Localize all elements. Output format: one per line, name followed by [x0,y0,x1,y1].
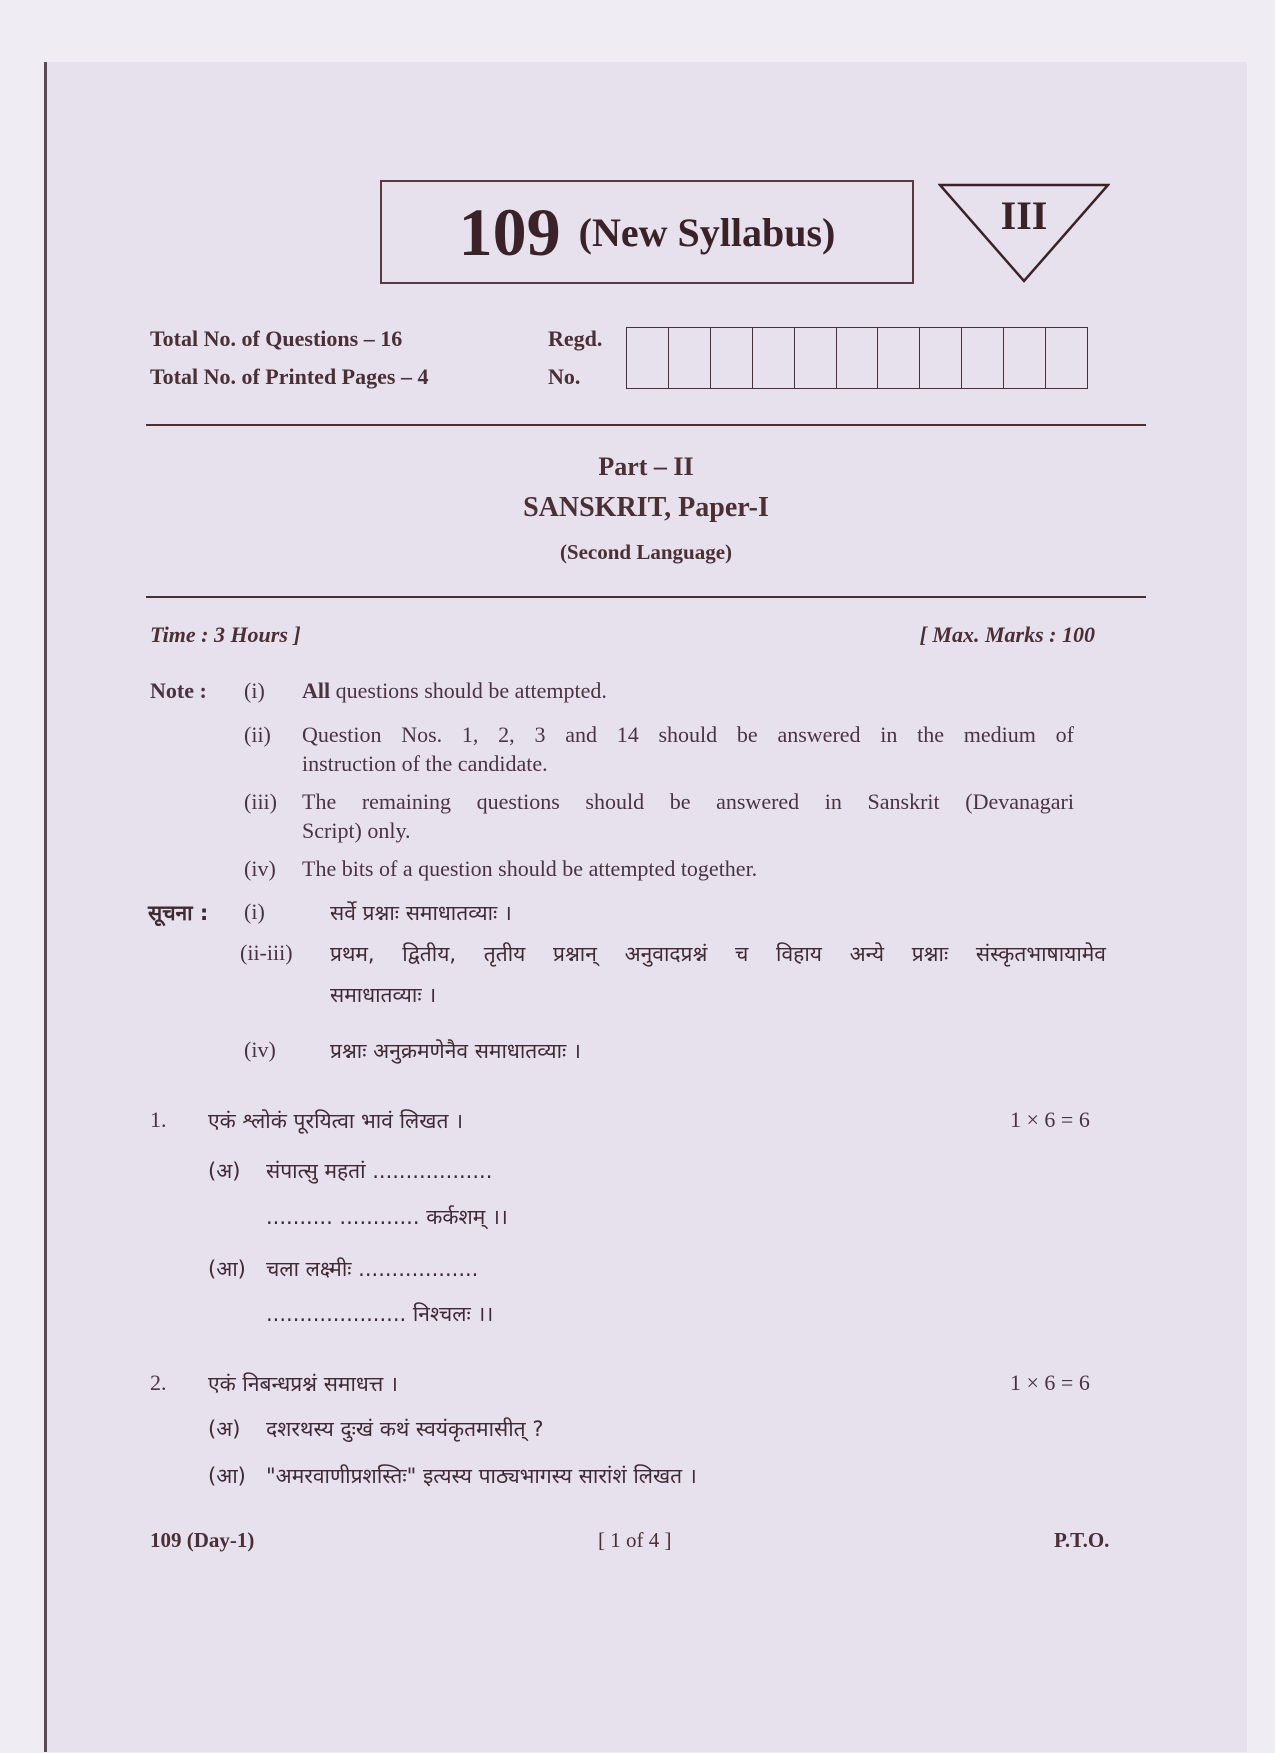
total-pages: Total No. of Printed Pages – 4 [150,364,429,389]
note-text-cont: instruction of the candidate. [302,751,548,776]
total-questions: Total No. of Questions – 16 [150,326,403,351]
reg-cell [962,327,1004,389]
option-label: (अ) [208,1417,241,1441]
note-num: (i) [244,678,265,703]
option-text: दशरथस्य दुःखं कथं स्वयंकृतमासीत् ? [266,1417,544,1441]
suchana-num: (iv) [244,1037,276,1062]
part-heading: Part – II [598,452,694,481]
paper-code-box [380,180,914,284]
note-num: (iii) [244,789,277,814]
max-marks-label: [ Max. Marks : 100 [919,622,1095,647]
reg-cell [753,327,795,389]
suchana-num: (i) [244,899,265,924]
question-number: 2. [150,1370,167,1395]
note-text: The remaining questions should be answered in Sanskrit (Devanagari [302,789,1074,814]
divider [146,596,1146,598]
question-text: एकं निबन्धप्रश्नं समाधत्त । [208,1372,398,1396]
note-text: Question Nos. 1, 2, 3 and 14 should be answered in the medium of [302,722,1074,747]
time-label: Time : 3 Hours ] [150,622,301,647]
time-marks-bar [150,622,1095,648]
suchana-text: प्रथम, द्वितीय, तृतीय प्रश्नान् अनुवादप्रश्नं च विहाय अन्ये प्रश्नाः संस्कृतभाषायामेव [330,942,1106,966]
paper-sheet [44,62,1247,1752]
note-num: (ii) [244,722,271,747]
suchana-text: सर्वे प्रश्नाः समाधातव्याः । [330,901,512,925]
note-num: (iv) [244,856,276,881]
reg-cell [878,327,920,389]
reg-cell [795,327,837,389]
divider [146,424,1146,426]
no-label: No. [548,364,581,389]
reg-cell [1004,327,1046,389]
note-text-cont: Script) only. [302,818,411,843]
reg-cell [920,327,962,389]
reg-cell [669,327,711,389]
reg-cell [711,327,753,389]
note-rest: questions should be attempted. [330,678,607,703]
verse-line: चला लक्ष्मीः .................. [266,1257,479,1281]
language-heading: (Second Language) [559,540,733,564]
suchana-num: (ii-iii) [240,940,293,965]
question-number: 1. [150,1107,167,1132]
reg-cell [626,327,669,389]
verse-line: ..................... निश्चलः ।। [266,1302,494,1326]
option-text: "अमरवाणीप्रशस्तिः" इत्यस्य पाठ्यभागस्य सारांशं लिखत । [266,1464,697,1488]
subject-heading: SANSKRIT, Paper-I [523,492,769,523]
option-label: (अ) [208,1159,241,1183]
option-label: (आ) [208,1464,246,1488]
question-marks: 1 × 6 = 6 [1010,1107,1090,1132]
syllabus-label: (New Syllabus) [578,209,836,255]
note-text [302,678,607,704]
paper-code: 109 [458,193,561,270]
registration-number-boxes [626,327,1088,389]
verse-line: .......... ............ कर्कशम् ।। [266,1205,508,1229]
note-text: The bits of a question should be attempted together. [302,856,758,881]
reg-cell [1046,327,1088,389]
set-number: III [1000,193,1048,238]
verse-line: संपात्सु महतां .................. [266,1159,493,1183]
suchana-text-cont: समाधातव्याः । [330,983,437,1007]
suchana-label: सूचना : [148,901,209,925]
footer-code: 109 (Day-1) [150,1528,255,1552]
option-label: (आ) [208,1257,246,1281]
regd-label: Regd. [548,326,603,351]
question-marks: 1 × 6 = 6 [1010,1370,1090,1395]
set-triangle [938,183,1110,283]
suchana-text: प्रश्नाः अनुक्रमणेनैव समाधातव्याः । [330,1039,581,1063]
question-text: एकं श्लोकं पूरयित्वा भावं लिखत । [208,1109,464,1133]
reg-cell [837,327,879,389]
page-number: [ 1 of 4 ] [598,1528,672,1552]
pto-label: P.T.O. [1054,1528,1110,1552]
note-label: Note : [150,678,207,703]
note-bold: All [302,678,331,703]
